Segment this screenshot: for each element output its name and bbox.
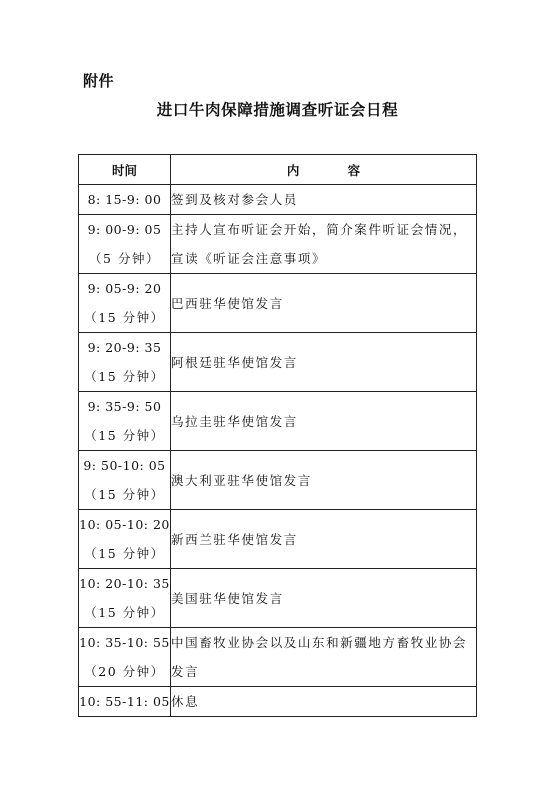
schedule-row [79,687,477,717]
time-range: 9: 00-9: 05 [87,222,162,237]
content-cell: 巴西驻华使馆发言 [171,274,477,333]
duration: （5 分钟） [89,251,160,266]
time-cell [79,274,171,333]
schedule-row [79,628,477,687]
content-column-header [171,155,477,185]
time-range: 9: 05-9: 20 [87,281,162,296]
schedule-row [79,185,477,215]
time-cell [79,510,171,569]
time-range: 10: 20-10: 35 [79,576,170,591]
time-range: 8: 15-9: 00 [87,192,162,207]
content-cell: 美国驻华使馆发言 [171,569,477,628]
time-cell [79,392,171,451]
document-title: 进口牛肉保障措施调查听证会日程 [156,101,399,119]
duration: （15 分钟） [84,605,165,620]
time-cell [79,215,171,274]
duration: （15 分钟） [84,428,165,443]
content-column-header-label: 内 容 [286,162,383,178]
schedule-row [79,451,477,510]
schedule-row [79,333,477,392]
content-cell: 签到及核对参会人员 [171,185,477,215]
duration: （20 分钟） [84,664,165,679]
time-cell [79,687,171,717]
content-cell: 中国畜牧业协会以及山东和新疆地方畜牧业协会发言 [171,628,477,687]
time-range: 10: 05-10: 20 [79,517,170,532]
content-cell: 主持人宣布听证会开始，简介案件听证会情况，宣读《听证会注意事项》 [171,215,477,274]
schedule-row [79,215,477,274]
time-range: 10: 35-10: 55 [79,635,170,650]
time-range: 9: 20-9: 35 [87,340,162,355]
time-cell [79,451,171,510]
schedule-row [79,392,477,451]
header-row [79,155,477,185]
attachment-label: 附件 [83,72,115,90]
content-cell: 澳大利亚驻华使馆发言 [171,451,477,510]
content-cell: 乌拉圭驻华使馆发言 [171,392,477,451]
time-cell [79,333,171,392]
content-cell: 阿根廷驻华使馆发言 [171,333,477,392]
time-range: 9: 50-10: 05 [83,458,166,473]
schedule-row [79,510,477,569]
schedule-row [79,569,477,628]
time-cell [79,569,171,628]
duration: （15 分钟） [84,369,165,384]
content-cell: 新西兰驻华使馆发言 [171,510,477,569]
time-range: 10: 55-11: 05 [79,694,170,709]
duration: （15 分钟） [84,487,165,502]
duration: （15 分钟） [84,310,165,325]
duration: （15 分钟） [84,546,165,561]
schedule-table [78,154,477,717]
time-cell [79,628,171,687]
time-cell [79,185,171,215]
time-range: 9: 35-9: 50 [87,399,162,414]
content-cell: 休息 [171,687,477,717]
time-column-header: 时间 [79,155,171,185]
schedule-row [79,274,477,333]
